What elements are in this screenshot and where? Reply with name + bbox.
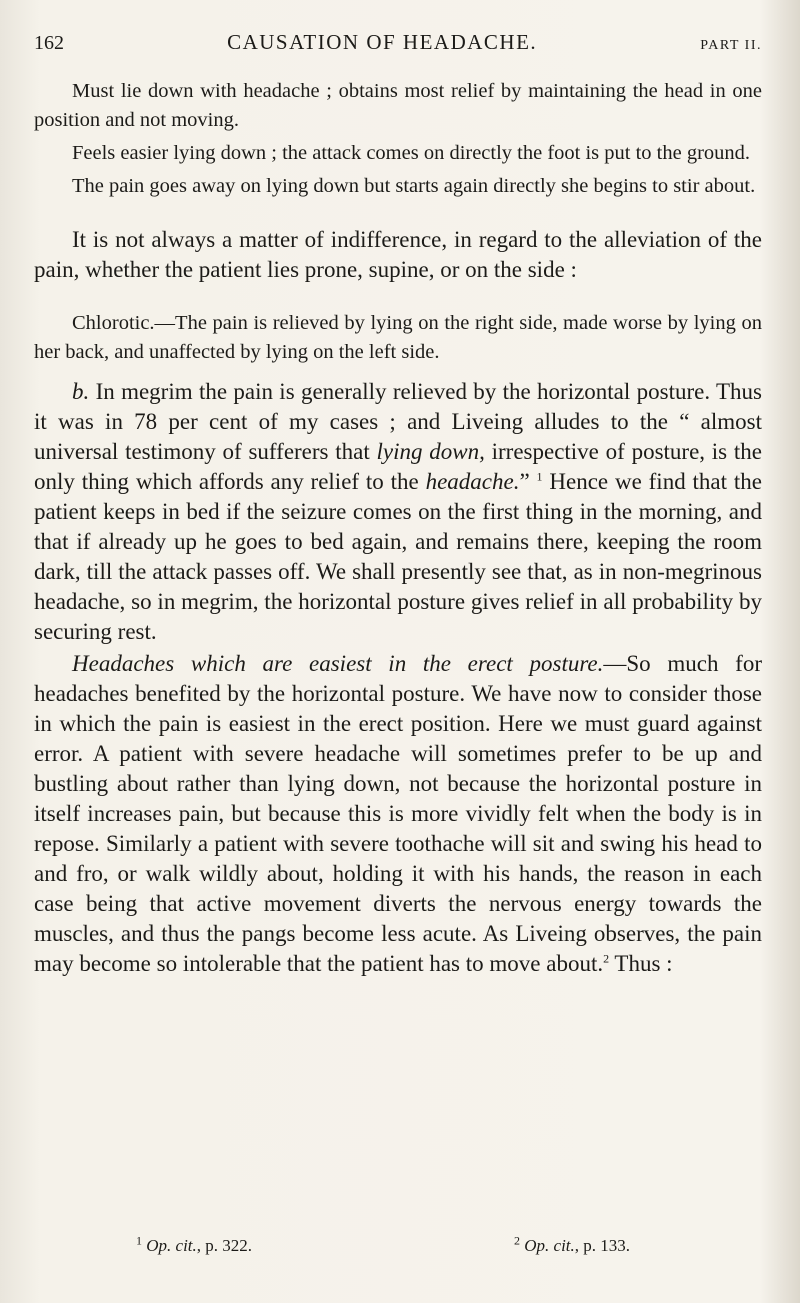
chlorotic-case: Chlorotic.—The pain is relieved by lying on the right side, made worse by lying on her back, and unaffected by lying on the left side. bbox=[34, 312, 762, 363]
running-title: CAUSATION OF HEADACHE. bbox=[227, 30, 538, 54]
footnote-2: $^2$ Op. cit., p. 133. bbox=[514, 1233, 631, 1255]
case-item: Must lie down with headache ; obtains most relief by maintaining the head in one position and not moving. bbox=[34, 80, 762, 131]
case-item: The pain goes away on lying down but starts again directly she begins to stir about. bbox=[72, 175, 756, 197]
paragraph-erect-posture: Headaches which are easiest in the erect posture.—So much for headaches benefited by the horizontal posture. We have now to consider those in which the pain is easiest in the erect position. Here we must guard against error. A patient with severe headache will sometimes prefer to be up and bustling about rather than lying down, not because the horizontal posture in itself increases pain, but because this is more vividly felt when the body is in repose. Similarly a patient with severe toothache will sit and swing his head to and fro, or walk wildly about, holding it with his hands, the reason in each case being that active movement diverts the nervous energy towards the muscles, and thus the pangs become less acute. As Liveing observes, the pain may become so intolerable that the patient has to move about.$^2$ Thus : bbox=[34, 651, 762, 976]
case-item: Feels easier lying down ; the attack comes on directly the foot is put to the ground. bbox=[72, 142, 751, 164]
page-number: 162 bbox=[34, 32, 64, 54]
italic-phrase: lying down, bbox=[376, 439, 485, 464]
case-list bbox=[34, 77, 762, 201]
italic-phrase: headache. bbox=[425, 469, 520, 494]
footnote-ref-1: 1 bbox=[536, 469, 543, 484]
section-label: b. bbox=[72, 379, 90, 404]
paragraph-b: b. In megrim the pain is generally relieved by the horizontal posture. Thus it was in 78 per cent of my cases ; and Liveing alludes to the “ almost universal testimony of sufferers that lying down, irrespective of posture, is the only thing which affords any relief to the headache.” $^1$ Hence we find that the patient keeps in bed if the seizure comes on the first thing in the morning, and that if already up he goes to bed again, and remains there, keeping the room dark, till the attack passes off. We shall presently see that, as in non-megrinous headache, so in megrim, the horizontal posture gives relief in all probability by securing rest. bbox=[34, 379, 762, 644]
italic-heading: Headaches which are easiest in the erect posture. bbox=[72, 651, 604, 676]
page-header bbox=[34, 30, 762, 55]
lead-paragraph: It is not always a matter of indifference, in regard to the alleviation of the pain, whether the patient lies prone, supine, or on the side : bbox=[34, 227, 762, 282]
footnote-1: $^1$ Op. cit., p. 322. bbox=[136, 1233, 253, 1255]
footnote-ref-2: 2 bbox=[603, 951, 610, 966]
part-label: PART II. bbox=[700, 38, 762, 53]
